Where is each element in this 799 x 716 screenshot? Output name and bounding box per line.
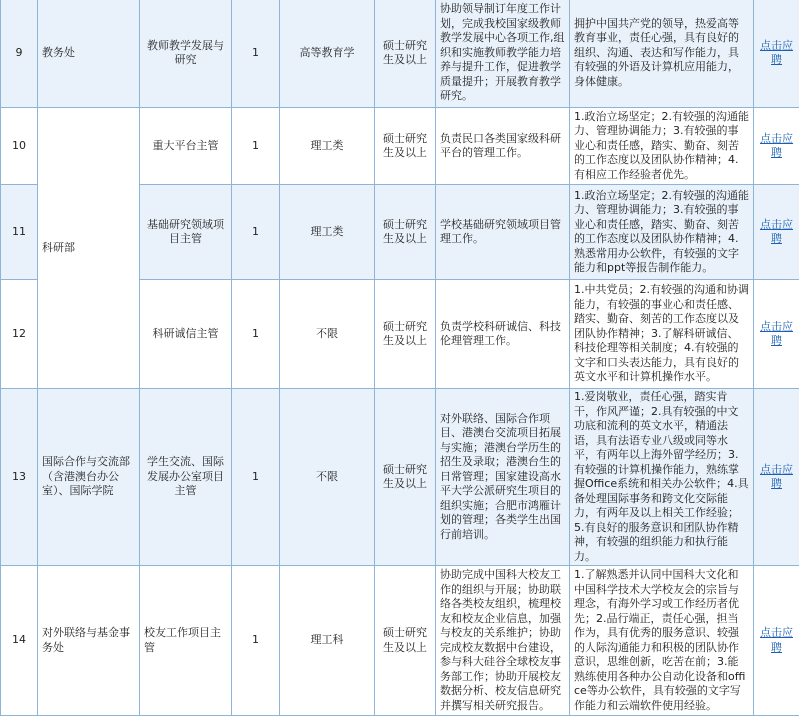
headcount-cell: 1 <box>232 566 280 716</box>
department-cell: 国际合作与交流部（含港澳台办公室）、国际学院 <box>38 389 140 566</box>
degree-cell: 硕士研究生及以上 <box>375 0 436 108</box>
row-number: 9 <box>1 0 38 108</box>
duty-cell: 学校基础研究领域项目管理工作。 <box>436 185 570 280</box>
row-number: 10 <box>1 108 38 185</box>
position-cell: 基础研究领域项目主管 <box>140 185 232 280</box>
duty-cell: 协助领导制订年度工作计划，完成我校国家级教师教学发展中心各项工作,组织和实施教师教学能力培养与提升工作，促进教学质量提升；开展教育教学研究。 <box>436 0 570 108</box>
table-row <box>1 0 799 108</box>
department-cell: 对外联络与基金事务处 <box>38 566 140 716</box>
row-number: 14 <box>1 566 38 716</box>
major-cell: 高等教育学 <box>280 0 375 108</box>
position-cell: 校友工作项目主管 <box>140 566 232 716</box>
department-cell: 科研部 <box>38 108 140 389</box>
requirement-cell: 1.了解熟悉并认同中国科大文化和中国科学技术大学校友会的宗旨与理念，有海外学习或工作经历者优先；2.品行端正，责任心强，担当作为，具有优秀的服务意识、较强的人际沟通能力和积极的团队协作意识，思维创新，吃苦在前；3.能熟练使用各种办公自动化设备和office等办公软件，具有较强的文字写作能力和云端软件使用经验。 <box>570 566 754 716</box>
requirement-cell: 1.政治立场坚定；2.有较强的沟通能力、管理协调能力；3.有较强的事业心和责任感，踏实、勤奋、刻苦的工作态度以及团队协作精神；4.有相应工作经验者优先。 <box>570 108 754 185</box>
requirement-cell: 1.中共党员；2.有较强的沟通和协调能力，有较强的事业心和责任感、踏实、勤奋、刻苦的工作态度以及团队协作精神；3.了解科研诚信、科技伦理等相关制度；4.有较强的文字和口头表达能力，具有良好的英文水平和计算机操作水平。 <box>570 280 754 389</box>
apply-link[interactable]: 点击应聘 <box>760 626 793 654</box>
headcount-cell: 1 <box>232 108 280 185</box>
apply-link[interactable]: 点击应聘 <box>760 132 793 160</box>
headcount-cell: 1 <box>232 389 280 566</box>
requirement-cell: 拥护中国共产党的领导，热爱高等教育事业，责任心强，具有良好的组织、沟通、表达和写作能力，具有较强的外语及计算机应用能力，身体健康。 <box>570 0 754 108</box>
headcount-cell: 1 <box>232 280 280 389</box>
position-cell: 科研诚信主管 <box>140 280 232 389</box>
duty-cell: 协助完成中国科大校友工作的组织与开展；协助联络各类校友组织，梳理校友和校友企业信息，加强与校友的关系维护；协助完成校友数据中台建设，参与科大硅谷全球校友事务部工作；协助开展校友数据分析、校友信息研究并撰写相关研究报告。 <box>436 566 570 716</box>
headcount-cell: 1 <box>232 185 280 280</box>
table-row <box>1 566 799 716</box>
duty-cell: 负责学校科研诚信、科技伦理管理工作。 <box>436 280 570 389</box>
apply-link[interactable]: 点击应聘 <box>760 39 793 67</box>
degree-cell: 硕士研究生及以上 <box>375 280 436 389</box>
position-cell: 教师教学发展与研究 <box>140 0 232 108</box>
row-number: 11 <box>1 185 38 280</box>
degree-cell: 硕士研究生及以上 <box>375 185 436 280</box>
table-row <box>1 108 799 185</box>
duty-cell: 负责民口各类国家级科研平台的管理工作。 <box>436 108 570 185</box>
table-row <box>1 389 799 566</box>
duty-cell: 对外联络、国际合作项目、港澳台交流项目拓展与实施；港澳台学历生的招生及录取；港澳台生的日常管理；国家建设高水平大学公派研究生项目的组织实施；合肥市鸿雁计划的管理；各类学生出国行前培训。 <box>436 389 570 566</box>
apply-link[interactable]: 点击应聘 <box>760 463 793 491</box>
apply-link[interactable]: 点击应聘 <box>760 320 793 348</box>
major-cell: 理工类 <box>280 108 375 185</box>
position-cell: 重大平台主管 <box>140 108 232 185</box>
row-number: 12 <box>1 280 38 389</box>
major-cell: 不限 <box>280 280 375 389</box>
degree-cell: 硕士研究生及以上 <box>375 566 436 716</box>
requirement-cell: 1.爱岗敬业，责任心强，踏实肯干，作风严谨；2.具有较强的中文功底和流利的英文水平，精通法语，具有法语专业八级或同等水平，有两年以上海外留学经历；3.有较强的计算机操作能力，熟练掌握Office系统和相关办公软件；4.具备处理国际事务和跨文化交际能力，有两年及以上相关工作经验；5.有良好的服务意识和团队协作精神，有较强的组织能力和执行能力。 <box>570 389 754 566</box>
major-cell: 理工科 <box>280 566 375 716</box>
major-cell: 理工类 <box>280 185 375 280</box>
degree-cell: 硕士研究生及以上 <box>375 108 436 185</box>
row-number: 13 <box>1 389 38 566</box>
requirement-cell: 1.政治立场坚定；2.有较强的沟通能力、管理协调能力；3.有较强的事业心和责任感，踏实、勤奋、刻苦的工作态度以及团队协作精神；4.熟悉常用办公软件，有较强的文字能力和ppt等报告制作能力。 <box>570 185 754 280</box>
apply-link[interactable]: 点击应聘 <box>760 218 793 246</box>
headcount-cell: 1 <box>232 0 280 108</box>
position-cell: 学生交流、国际发展办公室项目主管 <box>140 389 232 566</box>
degree-cell: 硕士研究生及以上 <box>375 389 436 566</box>
department-cell: 教务处 <box>38 0 140 108</box>
major-cell: 不限 <box>280 389 375 566</box>
